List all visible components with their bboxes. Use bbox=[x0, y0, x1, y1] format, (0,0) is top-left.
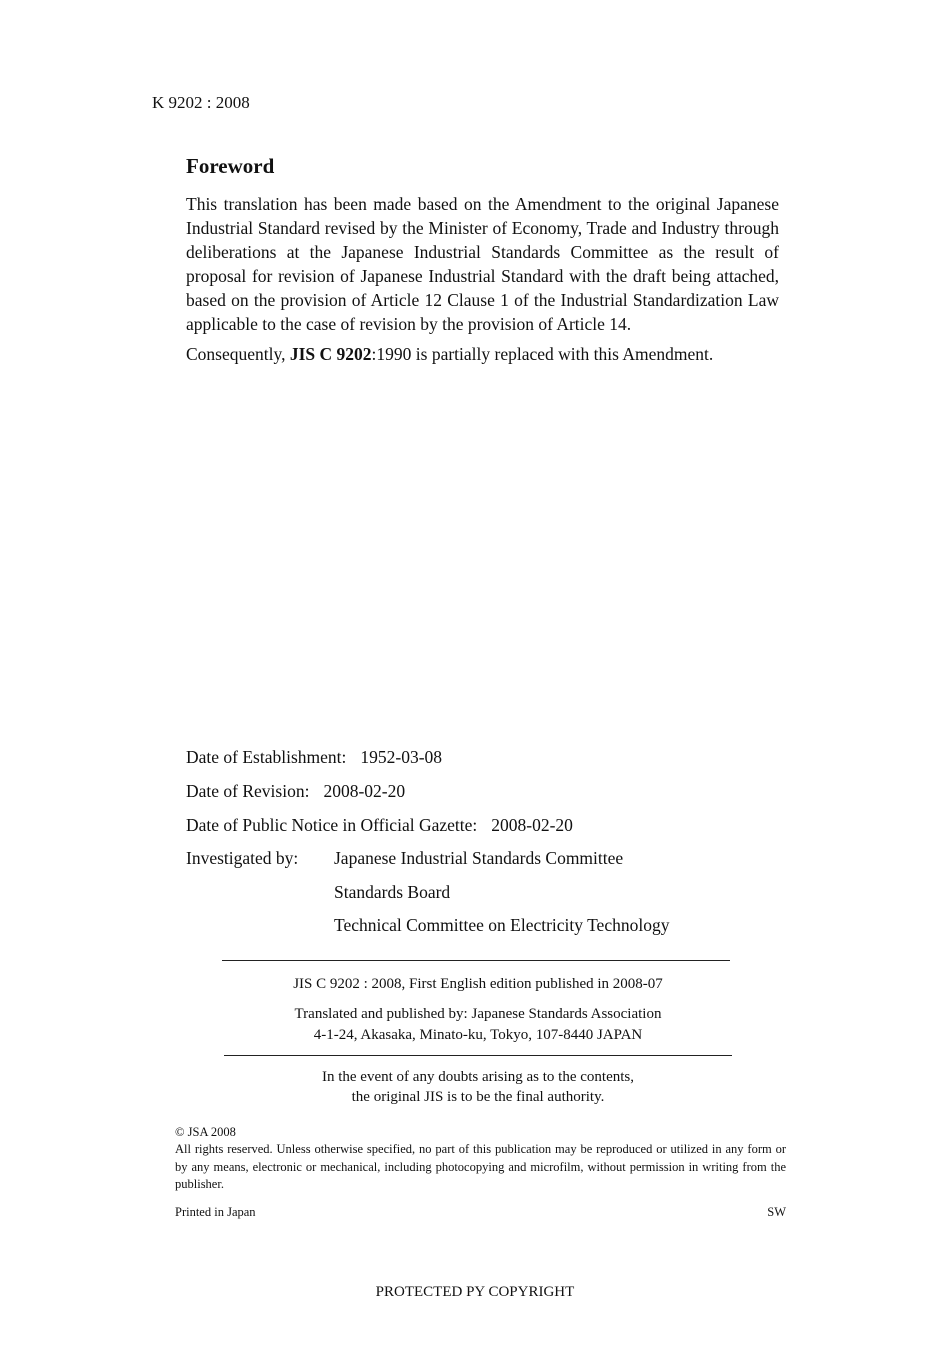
copyright-footer: PROTECTED PY COPYRIGHT bbox=[375, 1284, 575, 1300]
divider-top bbox=[222, 960, 730, 961]
document-code: K 9202 : 2008 bbox=[152, 93, 250, 112]
standard-reference: JIS C 9202 bbox=[289, 344, 372, 364]
gazette-row bbox=[186, 815, 573, 836]
edition-line: JIS C 9202 : 2008, First English edition published in 2008-07 bbox=[293, 976, 663, 992]
rights-statement: All rights reserved. Unless otherwise specified, no part of this publication may be reproduced or utilized in any form or by any means, electronic or mechanical, including photocopying and microfilm, without permission in writing from the publisher. bbox=[175, 1142, 786, 1191]
investigator-line: Standards Board bbox=[334, 882, 451, 902]
establishment-value: 1952-03-08 bbox=[360, 747, 443, 767]
paragraph-2-lead: Consequently, bbox=[186, 344, 290, 364]
establishment-label: Date of Establishment: bbox=[186, 747, 347, 767]
divider-bottom bbox=[224, 1055, 732, 1056]
foreword-paragraph-1: This translation has been made based on the Amendment to the original Japanese Industrial Standard revised by the Minister of Economy, Trade and Industry through deliberations at the Japanese Industrial Standards Committee as the result of proposal for revision of Japanese Industrial Standard with the draft being attached, based on the provision of Article 12 Clause 1 of the Industrial Standardization Law applicable to the case of revision by the provision of Article 14. bbox=[186, 194, 779, 334]
gazette-value: 2008-02-20 bbox=[491, 815, 573, 835]
foreword-title: Foreword bbox=[186, 154, 275, 178]
gazette-label: Date of Public Notice in Official Gazette: bbox=[186, 815, 478, 835]
investigator-line: Technical Committee on Electricity Technology bbox=[334, 915, 670, 935]
investigator-line: Japanese Industrial Standards Committee bbox=[334, 848, 624, 868]
copyright-notice: © JSA 2008 bbox=[175, 1125, 236, 1139]
revision-value: 2008-02-20 bbox=[323, 781, 406, 801]
print-code: SW bbox=[767, 1205, 786, 1219]
translated-by-line: Translated and published by: Japanese Standards Association bbox=[294, 1006, 662, 1022]
printed-in: Printed in Japan bbox=[175, 1205, 256, 1219]
paragraph-2-tail: :1990 is partially replaced with this Amendment. bbox=[371, 344, 714, 364]
foreword-paragraph-2 bbox=[186, 342, 779, 366]
revision-label: Date of Revision: bbox=[186, 781, 310, 801]
establishment-row bbox=[186, 747, 442, 768]
authority-line-2: the original JIS is to be the final authority. bbox=[351, 1089, 605, 1105]
foreword-body bbox=[186, 192, 779, 366]
authority-line-1: In the event of any doubts arising as to the contents, bbox=[321, 1069, 634, 1085]
address-line: 4-1-24, Akasaka, Minato-ku, Tokyo, 107-8440 JAPAN bbox=[313, 1027, 643, 1043]
revision-row bbox=[186, 781, 405, 802]
investigated-label: Investigated by: bbox=[186, 848, 299, 868]
